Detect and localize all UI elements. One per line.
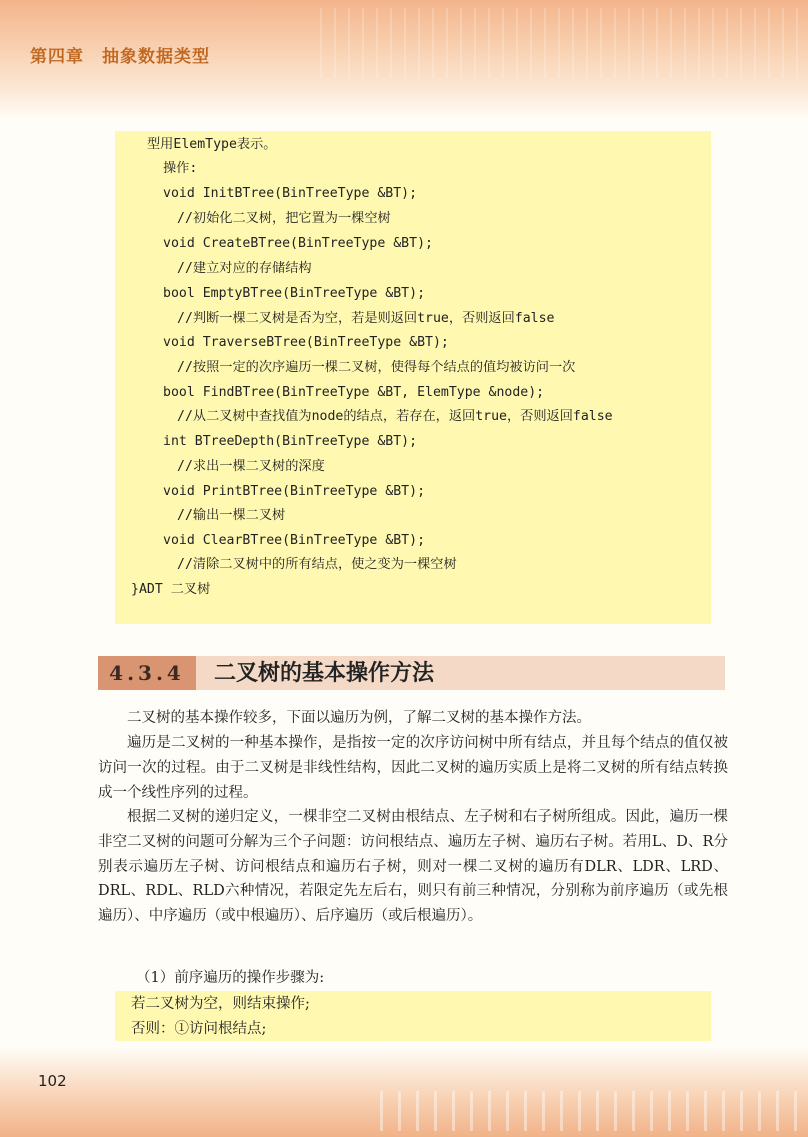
code-comment: //判断一棵二叉树是否为空，若是则返回true，否则返回false [177, 311, 555, 326]
code-line: 操作: [163, 161, 198, 176]
code-line: void InitBTree(BinTreeType &BT); [163, 186, 418, 201]
code-comment: //建立对应的存储结构 [177, 261, 312, 276]
code-line: void PrintBTree(BinTreeType &BT); [163, 484, 426, 499]
chapter-title: 第四章 抽象数据类型 [30, 47, 210, 67]
header-decoration [320, 8, 800, 78]
code-comment: //清除二叉树中的所有结点，使之变为一棵空树 [177, 557, 457, 572]
code-line: void TraverseBTree(BinTreeType &BT); [163, 335, 449, 350]
code-line: bool FindBTree(BinTreeType &BT, ElemType &node); [163, 385, 545, 400]
code-comment: //输出一棵二叉树 [177, 508, 286, 523]
algorithm-line: 若二叉树为空，则结束操作; [131, 996, 310, 1012]
section-number: 4.3.4 [98, 656, 196, 690]
paragraph: 二叉树的基本操作较多，下面以遍历为例，了解二叉树的基本操作方法。 [127, 710, 591, 726]
code-line: int BTreeDepth(BinTreeType &BT); [163, 434, 418, 449]
paragraph: 遍历是二叉树的一种基本操作，是指按一定的次序访问树中所有结点，并且每个结点的值仅被访问一次的过程。由于二叉树是非线性结构，因此二叉树的遍历实质上是将二叉树的所有结点转换成一个线性序列的过程。 [98, 735, 728, 801]
section-title: 二叉树的基本操作方法 [214, 660, 435, 686]
code-comment: //初始化二叉树，把它置为一棵空树 [177, 211, 391, 226]
code-comment: //按照一定的次序遍历一棵二叉树，使得每个结点的值均被访问一次 [177, 360, 576, 375]
code-line: bool EmptyBTree(BinTreeType &BT); [163, 286, 426, 301]
algorithm-line: 否则：①访问根结点; [131, 1021, 267, 1037]
code-line: void CreateBTree(BinTreeType &BT); [163, 236, 433, 251]
code-line: 型用ElemType表示。 [147, 137, 277, 152]
code-line: }ADT 二叉树 [131, 582, 211, 597]
code-comment: //求出一棵二叉树的深度 [177, 459, 325, 474]
page-number: 102 [38, 1072, 67, 1090]
footer-decoration [380, 1091, 800, 1131]
step-heading: （1）前序遍历的操作步骤为: [136, 970, 325, 986]
code-comment: //从二叉树中查找值为node的结点，若存在，返回true，否则返回false [177, 409, 613, 424]
paragraph: 根据二叉树的递归定义，一棵非空二叉树由根结点、左子树和右子树所组成。因此，遍历一棵非空二叉树的问题可分解为三个子问题：访问根结点、遍历左子树、遍历右子树。若用L、D、R分别表示遍历左子树、访问根结点和遍历右子树，则对一棵二叉树的遍历有DLR、LDR、LRD、DRL、RDL、RLD六种情况，若限定先左后右，则只有前三种情况，分别称为前序遍历（或先根遍历）、中序遍历（或中根遍历）、后序遍历（或后根遍历）。 [98, 809, 728, 925]
code-line: void ClearBTree(BinTreeType &BT); [163, 533, 426, 548]
